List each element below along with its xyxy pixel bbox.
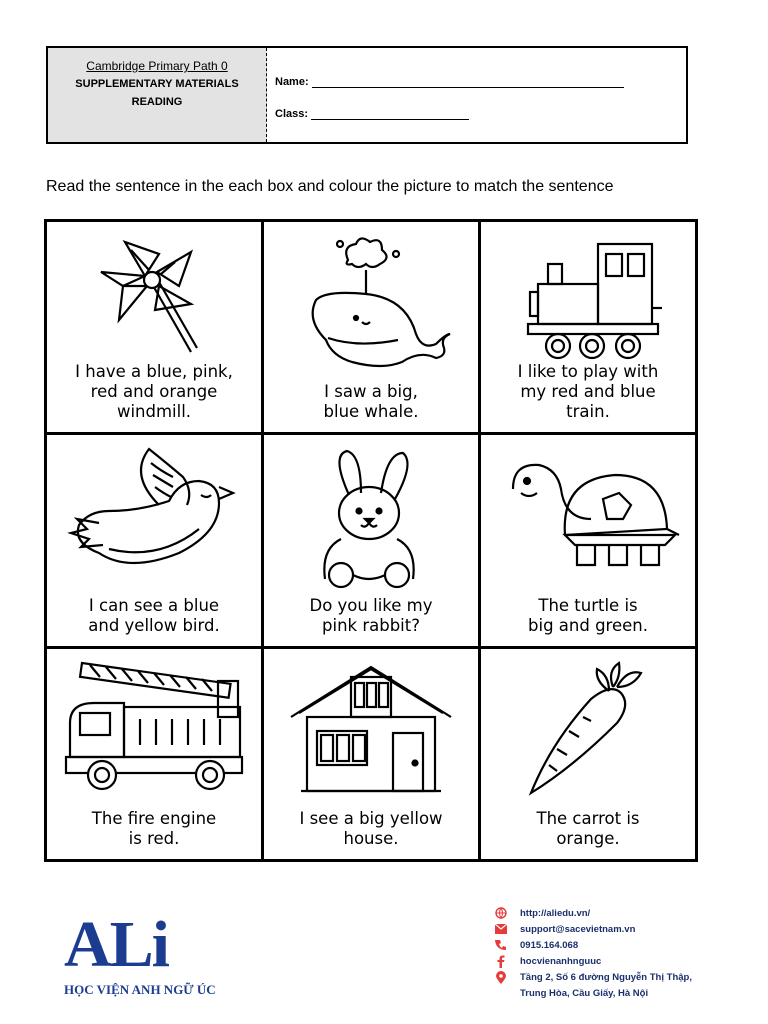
name-blank-line[interactable] (312, 76, 624, 88)
caption-line: and yellow bird. (88, 615, 220, 635)
student-info (267, 48, 686, 142)
caption-line: I can see a blue (88, 595, 220, 615)
materials-label: SUPPLEMENTARY MATERIALS (75, 78, 239, 90)
contact-phone[interactable] (494, 938, 692, 954)
caption-line: train. (566, 402, 610, 422)
card-bird[interactable] (47, 435, 261, 645)
ali-logo (64, 908, 234, 998)
email-icon (494, 922, 508, 936)
caption-line: I like to play with (517, 362, 659, 382)
fire-engine-icon (54, 657, 254, 797)
phone-icon (494, 938, 508, 952)
class-blank-line[interactable] (311, 108, 469, 120)
card-caption (264, 809, 478, 849)
card-caption (481, 809, 695, 849)
card-caption (264, 596, 478, 636)
train-icon (508, 230, 668, 360)
card-house[interactable] (264, 649, 478, 859)
contact-address[interactable] (494, 970, 692, 1002)
caption-line: I have a blue, pink, (75, 362, 233, 382)
caption-line: Do you like my (309, 595, 433, 615)
caption-line: I saw a big, (324, 382, 418, 402)
caption-line: The carrot is (536, 808, 640, 828)
contact-email[interactable] (494, 922, 692, 938)
card-caption (264, 382, 478, 422)
facebook-text: hocvienanhnguuc (520, 956, 602, 967)
card-carrot[interactable] (481, 649, 695, 859)
section-label: READING (131, 96, 183, 108)
caption-line: The fire engine (91, 808, 217, 828)
bird-icon (59, 443, 249, 583)
globe-icon (494, 906, 508, 920)
card-caption (481, 362, 695, 422)
card-whale[interactable] (264, 222, 478, 432)
picture-grid (44, 219, 698, 862)
whale-icon (286, 230, 456, 370)
caption-line: I see a big yellow (299, 808, 443, 828)
name-label: Name: (275, 76, 309, 88)
class-label: Class: (275, 108, 309, 120)
caption-line: orange. (556, 828, 620, 848)
address-text (520, 970, 692, 1002)
address-line: Tầng 2, Số 6 đường Nguyễn Thị Thập, (520, 972, 692, 983)
instruction-text: Read the sentence in the each box and colour the picture to match the sentence (46, 178, 614, 195)
turtle-icon (493, 443, 683, 583)
phone-text: 0915.164.068 (520, 940, 579, 951)
rabbit-icon (301, 443, 441, 593)
card-caption (47, 809, 261, 849)
header-course-info (48, 48, 267, 142)
caption-line: my red and blue (520, 382, 656, 402)
card-train[interactable] (481, 222, 695, 432)
card-fire-engine[interactable] (47, 649, 261, 859)
caption-line: red and orange (90, 382, 218, 402)
logo-mark (64, 908, 234, 981)
card-caption (47, 362, 261, 422)
caption-line: pink rabbit? (322, 615, 420, 635)
caption-line: house. (343, 828, 399, 848)
class-field[interactable] (275, 98, 686, 130)
address-line: Trung Hòa, Cầu Giấy, Hà Nội (520, 988, 649, 999)
carrot-icon (513, 657, 663, 797)
logo-subtitle: HỌC VIỆN ANH NGỮ ÚC (64, 982, 216, 997)
logo-text: ALi (64, 908, 169, 981)
email-text: support@sacevietnam.vn (520, 924, 636, 935)
card-rabbit[interactable] (264, 435, 478, 645)
card-turtle[interactable] (481, 435, 695, 645)
house-icon (281, 657, 461, 797)
name-field[interactable] (275, 66, 686, 98)
worksheet-header (46, 46, 688, 144)
card-caption (47, 596, 261, 636)
contact-facebook[interactable] (494, 954, 692, 970)
course-title: Cambridge Primary Path 0 (86, 59, 228, 73)
caption-line: The turtle is (538, 595, 638, 615)
location-pin-icon (494, 970, 508, 984)
card-caption (481, 596, 695, 636)
contact-info (494, 906, 692, 1002)
facebook-icon (494, 954, 508, 968)
website-text: http://aliedu.vn/ (520, 908, 591, 919)
contact-website[interactable] (494, 906, 692, 922)
caption-line: is red. (128, 828, 180, 848)
caption-line: windmill. (116, 402, 192, 422)
card-windmill[interactable] (47, 222, 261, 432)
caption-line: blue whale. (323, 402, 419, 422)
caption-line: big and green. (528, 615, 648, 635)
windmill-icon (79, 230, 229, 360)
